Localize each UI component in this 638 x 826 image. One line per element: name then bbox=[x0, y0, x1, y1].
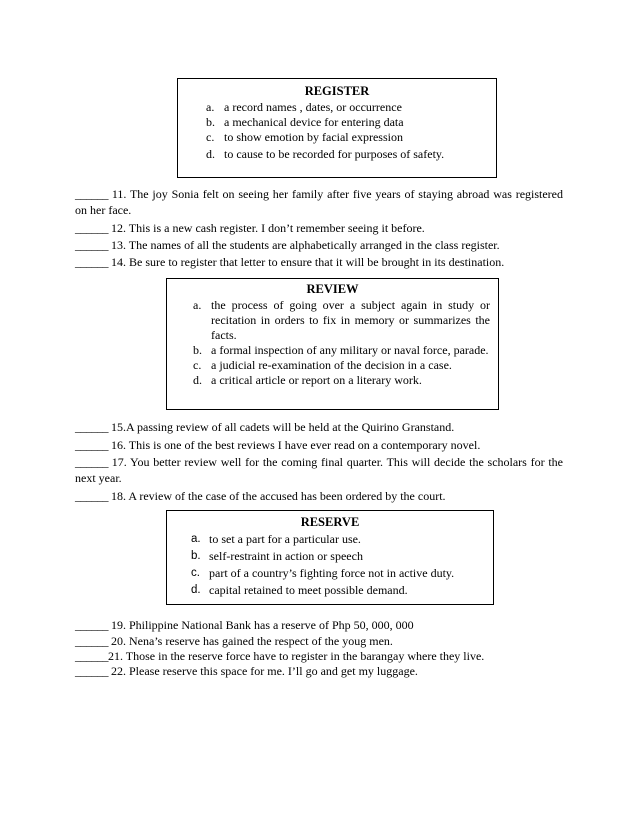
question-20 bbox=[75, 633, 563, 649]
def-text: a mechanical device for entering data bbox=[224, 115, 404, 129]
def-letter: c. bbox=[191, 567, 200, 579]
review-definition-a bbox=[193, 298, 490, 343]
def-letter: c. bbox=[206, 130, 215, 144]
def-text: a critical article or report on a literary work. bbox=[211, 373, 422, 387]
question-16 bbox=[75, 437, 563, 453]
answer-blank[interactable]: ______ bbox=[75, 664, 108, 678]
def-text: self-restraint in action or speech bbox=[209, 549, 363, 563]
def-letter: b. bbox=[193, 343, 202, 357]
question-text: 22. Please reserve this space for me. I’ll go and get my luggage. bbox=[108, 664, 418, 678]
question-text: 20. Nena’s reserve has gained the respect of the youg men. bbox=[108, 634, 393, 648]
answer-blank[interactable]: ______ bbox=[75, 221, 108, 235]
register-title: REGISTER bbox=[304, 84, 370, 98]
reserve-definition-d bbox=[191, 582, 493, 599]
reserve-definition-box bbox=[166, 510, 494, 605]
def-letter: b. bbox=[191, 550, 201, 562]
def-text: a judicial re-examination of the decision in a case. bbox=[211, 358, 452, 372]
def-text: capital retained to meet possible demand. bbox=[209, 583, 408, 597]
reserve-definition-c bbox=[191, 565, 493, 582]
question-text: 21. Those in the reserve force have to register in the barangay where they live. bbox=[108, 649, 485, 663]
review-title: REVIEW bbox=[306, 282, 359, 296]
question-19 bbox=[75, 617, 563, 633]
def-letter: a. bbox=[193, 298, 202, 312]
def-letter: d. bbox=[191, 584, 201, 596]
answer-blank[interactable]: ______ bbox=[75, 255, 108, 269]
def-letter: c. bbox=[193, 358, 202, 372]
review-definition-b bbox=[193, 343, 490, 358]
reserve-definition-b bbox=[191, 548, 493, 565]
question-11 bbox=[75, 186, 563, 218]
register-definition-d bbox=[206, 147, 496, 162]
review-definition-d bbox=[193, 373, 490, 388]
def-text: the process of going over a subject again in study or recitation in orders to fix in memory or summarizes the facts. bbox=[211, 298, 490, 342]
register-definition-c bbox=[206, 130, 496, 145]
answer-blank[interactable]: ______ bbox=[75, 489, 108, 503]
answer-blank[interactable]: ______ bbox=[75, 634, 108, 648]
def-text: to cause to be recorded for purposes of safety. bbox=[224, 147, 445, 161]
question-18 bbox=[75, 488, 563, 504]
question-17 bbox=[75, 454, 563, 486]
def-text: a record names , dates, or occurrence bbox=[224, 100, 402, 114]
question-13 bbox=[75, 237, 563, 253]
question-text: 16. This is one of the best reviews I have ever read on a contemporary novel. bbox=[108, 438, 481, 452]
answer-blank[interactable]: ______ bbox=[75, 438, 108, 452]
answer-blank[interactable]: ______ bbox=[75, 238, 108, 252]
question-text: 12. This is a new cash register. I don’t remember seeing it before. bbox=[108, 221, 425, 235]
question-text: 17. You better review well for the coming final quarter. This will decide the scholars for the next year. bbox=[75, 455, 563, 485]
def-letter: b. bbox=[206, 115, 215, 129]
def-text: to set a part for a particular use. bbox=[209, 532, 361, 546]
answer-blank[interactable]: ______ bbox=[75, 455, 108, 469]
answer-blank[interactable]: ______ bbox=[75, 187, 108, 201]
question-text: 15.A passing review of all cadets will be held at the Quirino Granstand. bbox=[108, 420, 455, 434]
question-15 bbox=[75, 419, 563, 435]
def-text: a formal inspection of any military or naval force, parade. bbox=[211, 343, 489, 357]
question-14 bbox=[75, 254, 563, 270]
question-22 bbox=[75, 663, 563, 679]
question-12 bbox=[75, 220, 563, 236]
question-text: 18. A review of the case of the accused has been ordered by the court. bbox=[108, 489, 446, 503]
register-definition-box bbox=[177, 78, 497, 178]
review-definition-c bbox=[193, 358, 490, 373]
question-text: 13. The names of all the students are alphabetically arranged in the class register. bbox=[108, 238, 500, 252]
answer-blank[interactable]: ______ bbox=[75, 420, 108, 434]
reserve-title: RESERVE bbox=[300, 515, 360, 529]
question-text: 19. Philippine National Bank has a reserve of Php 50, 000, 000 bbox=[108, 618, 414, 632]
def-text: to show emotion by facial expression bbox=[224, 130, 403, 144]
question-text: 14. Be sure to register that letter to ensure that it will be brought in its destination. bbox=[108, 255, 505, 269]
answer-blank[interactable]: ______ bbox=[75, 618, 108, 632]
review-definition-box bbox=[166, 278, 499, 410]
answer-blank[interactable]: ______ bbox=[75, 649, 108, 663]
def-text: part of a country’s fighting force not in active duty. bbox=[209, 566, 455, 580]
question-21 bbox=[75, 648, 563, 664]
question-text: 11. The joy Sonia felt on seeing her family after five years of staying abroad was registered on her face. bbox=[75, 187, 563, 217]
register-definition-a bbox=[206, 100, 496, 115]
def-letter: a. bbox=[191, 533, 201, 545]
register-definition-b bbox=[206, 115, 496, 130]
def-letter: d. bbox=[193, 373, 202, 387]
reserve-definition-a bbox=[191, 531, 493, 548]
def-letter: a. bbox=[206, 100, 215, 114]
def-letter: d. bbox=[206, 147, 215, 161]
